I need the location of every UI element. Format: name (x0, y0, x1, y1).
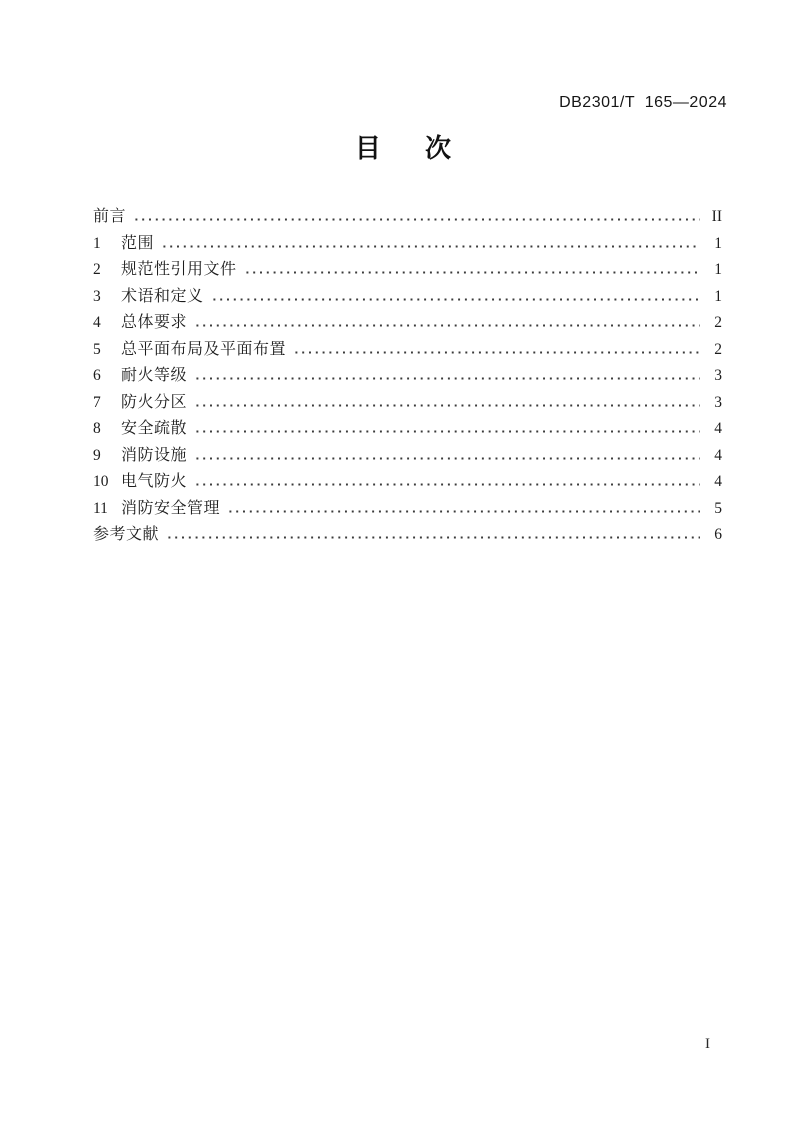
toc-entry-page: 4 (714, 446, 722, 464)
toc-entry-label: 防火分区 (121, 393, 188, 411)
toc-entry-number: 2 (93, 261, 101, 278)
toc-entry-label: 消防安全管理 (121, 499, 221, 517)
toc-entry-page: 1 (714, 234, 722, 252)
dot-leader (211, 298, 700, 301)
toc-entry-label: 消防设施 (121, 446, 188, 464)
doc-number: DB2301/T 165—2024 (559, 94, 727, 111)
toc-entry-number: 1 (93, 234, 101, 252)
toc-entry-page: 1 (714, 261, 722, 278)
toc-entry-number: 5 (93, 340, 101, 358)
toc-entry-label: 电气防火 (121, 473, 188, 490)
dot-leader (227, 510, 700, 513)
footer-page-number: I (705, 1036, 710, 1052)
toc-entry-label: 范围 (121, 234, 155, 252)
toc-entry (93, 231, 722, 258)
toc-entry-label: 术语和定义 (121, 287, 204, 305)
toc-entry-label: 安全疏散 (121, 420, 188, 437)
toc-entry (93, 204, 722, 231)
page-title: 目 次 (354, 133, 461, 163)
dot-leader (194, 404, 700, 407)
toc-entry-page: 6 (714, 526, 722, 543)
toc-entry-number: 7 (93, 393, 101, 411)
dot-leader (161, 245, 700, 248)
toc-entry-page: 2 (714, 314, 722, 331)
toc-entry (93, 310, 722, 337)
toc-entry-number: 9 (93, 446, 101, 464)
toc-entry-page: II (711, 208, 722, 225)
toc-entry-number: 11 (93, 499, 108, 517)
toc-entry (93, 363, 722, 390)
toc-entry (93, 443, 722, 470)
toc-entry-number: 3 (93, 287, 101, 305)
toc-entry (93, 284, 722, 311)
toc-entry-label: 参考文献 (93, 526, 160, 543)
dot-leader (194, 324, 700, 327)
toc-list (93, 204, 722, 549)
toc-entry-label: 规范性引用文件 (121, 261, 237, 278)
toc-entry (93, 496, 722, 523)
toc-entry-page: 4 (714, 420, 722, 437)
toc-entry (93, 337, 722, 364)
toc-entry-page: 2 (714, 340, 722, 358)
toc-entry-number: 4 (93, 314, 101, 331)
dot-leader (166, 536, 700, 539)
dot-leader (293, 351, 700, 354)
toc-entry-label: 总体要求 (121, 314, 188, 331)
toc-entry-page: 3 (714, 367, 722, 384)
dot-leader (194, 457, 700, 460)
toc-entry-label: 总平面布局及平面布置 (121, 340, 287, 358)
dot-leader (133, 218, 700, 221)
toc-entry (93, 390, 722, 417)
toc-entry (93, 257, 722, 284)
toc-entry-number: 6 (93, 367, 101, 384)
toc-entry-number: 10 (93, 473, 109, 490)
toc-entry-page: 4 (714, 473, 722, 490)
toc-entry-label: 前言 (93, 208, 127, 225)
toc-entry-page: 1 (714, 287, 722, 305)
toc-entry (93, 416, 722, 443)
toc-entry-page: 3 (714, 393, 722, 411)
dot-leader (244, 271, 700, 274)
toc-entry (93, 522, 722, 549)
dot-leader (194, 377, 700, 380)
toc-entry-page: 5 (714, 499, 722, 517)
dot-leader (194, 483, 700, 486)
toc-entry-number: 8 (93, 420, 101, 437)
dot-leader (194, 430, 700, 433)
toc-entry (93, 469, 722, 496)
toc-entry-label: 耐火等级 (121, 367, 188, 384)
